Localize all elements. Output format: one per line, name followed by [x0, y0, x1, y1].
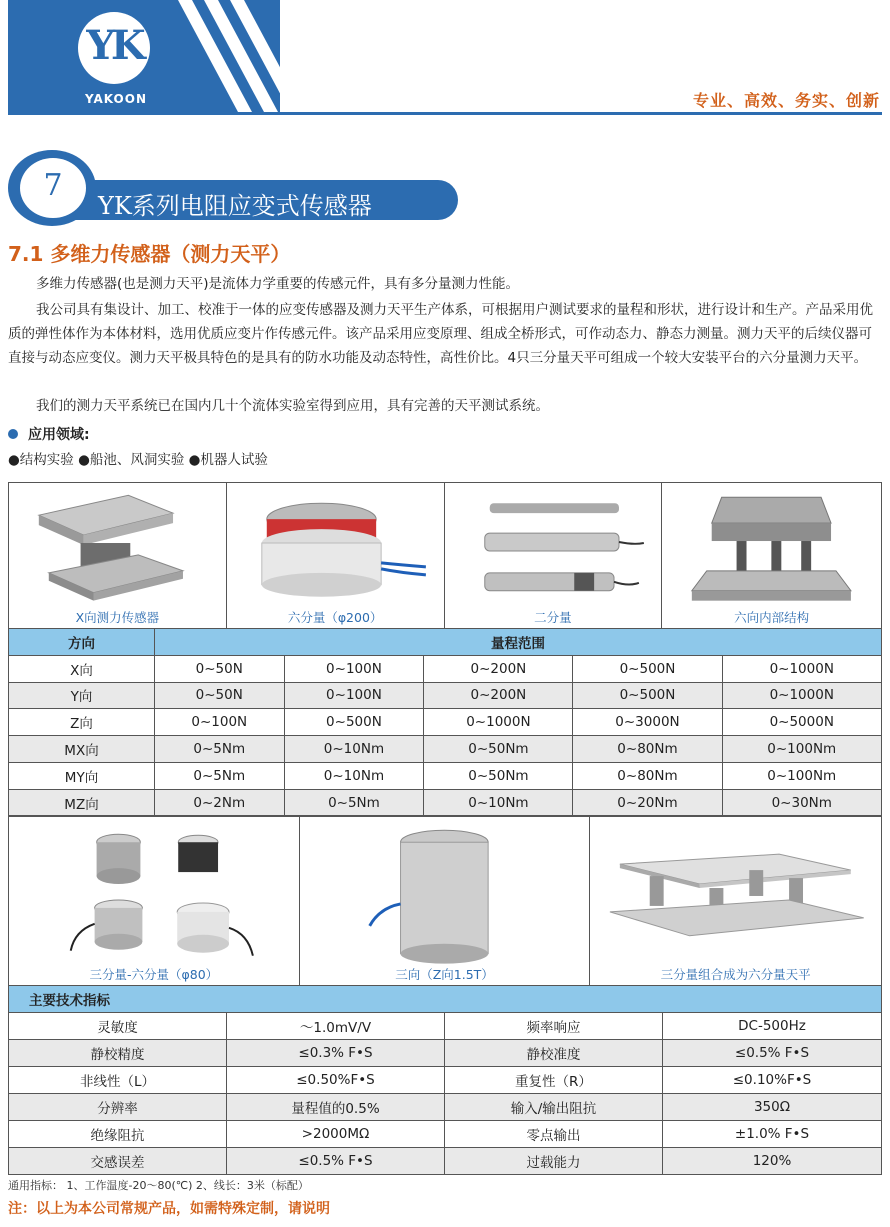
product-image-cell: [444, 483, 662, 629]
range-cell: 0~200N: [424, 682, 573, 709]
six-direction-internal-structure-image: [662, 483, 881, 607]
spec-label: 分辨率: [9, 1094, 227, 1121]
range-cell: 0~20Nm: [573, 789, 722, 816]
table-row: [9, 1067, 882, 1094]
image-caption: X向测力传感器: [75, 610, 160, 625]
spec-label: 过载能力: [445, 1148, 663, 1175]
product-image-cell: [9, 483, 227, 629]
page-header: [0, 0, 890, 116]
spec-value: ≤0.5% F•S: [227, 1148, 445, 1175]
image-caption: 三向（Z向1.5T）: [395, 967, 494, 982]
spec-value: >2000MΩ: [227, 1121, 445, 1148]
range-cell: 0~1000N: [722, 655, 882, 682]
range-cell: 0~10Nm: [424, 789, 573, 816]
range-cell: 0~50N: [155, 655, 285, 682]
x-direction-sensor-image: [9, 483, 226, 607]
spec-value: 120%: [663, 1148, 882, 1175]
table-row: [9, 1013, 882, 1040]
slogan: 专业、高效、务实、创新: [692, 91, 880, 110]
table-row: [9, 655, 882, 682]
table-row: [9, 682, 882, 709]
product-image-cell: [590, 816, 882, 986]
image-caption: 六向内部结构: [734, 610, 810, 625]
range-cell: 0~100Nm: [722, 762, 882, 789]
range-cell: 0~1000N: [722, 682, 882, 709]
range-cell: 0~2Nm: [155, 789, 285, 816]
spec-label: 零点输出: [445, 1121, 663, 1148]
table-row: [9, 1094, 882, 1121]
logo: [8, 0, 280, 112]
spec-value: ≤0.3% F•S: [227, 1040, 445, 1067]
chapter-banner: [8, 150, 458, 230]
product-image-row-bottom: [8, 815, 882, 986]
logo-letters: YK: [86, 22, 142, 69]
table-row: [9, 762, 882, 789]
range-cell: 0~50N: [155, 682, 285, 709]
range-cell: 0~500N: [573, 655, 722, 682]
bullet-icon: [8, 429, 18, 439]
direction-cell: MZ向: [9, 789, 155, 816]
direction-cell: Y向: [9, 682, 155, 709]
table-row: [9, 1040, 882, 1067]
table-row: [9, 1121, 882, 1148]
spec-label: 灵敏度: [9, 1013, 227, 1040]
direction-cell: X向: [9, 655, 155, 682]
image-caption: 三分量组合成为六分量天平: [660, 967, 811, 982]
product-image-cell: [9, 816, 300, 986]
image-caption: 三分量-六分量（φ80）: [89, 967, 219, 982]
table-row: [9, 789, 882, 816]
range-cell: 0~100N: [155, 709, 285, 736]
range-cell: 0~5Nm: [284, 789, 424, 816]
spec-label: 静校精度: [9, 1040, 227, 1067]
header-range: 量程范围: [155, 629, 882, 656]
paragraph-applications: 我们的测力天平系统已在国内几十个流体实验室得到应用，具有完善的天平测试系统。: [36, 398, 549, 414]
range-cell: 0~80Nm: [573, 762, 722, 789]
product-image-cell: [662, 483, 882, 629]
range-cell: 0~100Nm: [722, 736, 882, 763]
range-cell: 0~100N: [284, 682, 424, 709]
spec-label: 绝缘阻抗: [9, 1121, 227, 1148]
section-title: 7.1 多维力传感器（测力天平）: [8, 242, 291, 266]
spec-value: DC-500Hz: [663, 1013, 882, 1040]
spec-header: 主要技术指标: [9, 986, 882, 1013]
spec-label: 频率响应: [445, 1013, 663, 1040]
two-component-sensor-image: [445, 483, 662, 607]
paragraph-description: 我公司具有集设计、加工、校准于一体的应变传感器及测力天平生产体系，可根据用户测试要求的量程和形状，进行设计和生产。产品采用优质的弹性体作为本体材料，选用优质应变片作传感元件。该产品采用应变原理、组成全桥形式，可作动态力、静态力测量。测力天平的后续仪器可直接与动态应变仪。测力天平极具特色的是具有的防水功能及动态特性，高性价比。4只三分量天平可组成一个较大安装平台的六分量测力天平。: [8, 302, 873, 366]
range-table: [8, 628, 882, 817]
image-caption: 六分量（φ200）: [287, 610, 383, 625]
spec-value: 量程值的0.5%: [227, 1094, 445, 1121]
spec-value: ≤0.10%F•S: [663, 1067, 882, 1094]
product-image-cell: [226, 483, 444, 629]
table-row: [9, 1148, 882, 1175]
range-cell: 0~100N: [284, 655, 424, 682]
range-cell: 0~200N: [424, 655, 573, 682]
image-caption: 二分量: [534, 610, 572, 625]
table-row: [9, 736, 882, 763]
chapter-title: YK系列电阻应变式传感器: [98, 192, 372, 220]
range-cell: 0~500N: [573, 682, 722, 709]
application-title: 应用领域:: [28, 427, 90, 443]
logo-stripes: [178, 0, 280, 112]
range-cell: 0~80Nm: [573, 736, 722, 763]
three-direction-sensor-image: [300, 816, 590, 966]
product-image-row-top: [8, 482, 882, 629]
direction-cell: MX向: [9, 736, 155, 763]
spec-value: ≤0.5% F•S: [663, 1040, 882, 1067]
spec-value: 350Ω: [663, 1094, 882, 1121]
header-direction: 方向: [9, 629, 155, 656]
range-cell: 0~5Nm: [155, 736, 285, 763]
range-cell: 0~50Nm: [424, 736, 573, 763]
spec-label: 静校准度: [445, 1040, 663, 1067]
spec-label: 重复性（R）: [445, 1067, 663, 1094]
spec-label: 输入/输出阻抗: [445, 1094, 663, 1121]
spec-value: ～1.0mV/V: [227, 1013, 445, 1040]
platform-balance-image: [590, 816, 881, 966]
range-cell: 0~500N: [284, 709, 424, 736]
application-heading: [8, 424, 90, 444]
logo-text: YAKOON: [84, 92, 148, 106]
range-cell: 0~1000N: [424, 709, 573, 736]
direction-cell: Z向: [9, 709, 155, 736]
range-cell: 0~5000N: [722, 709, 882, 736]
range-cell: 0~10Nm: [284, 736, 424, 763]
range-cell: 0~3000N: [573, 709, 722, 736]
range-cell: 0~10Nm: [284, 762, 424, 789]
six-component-sensor-image: [227, 483, 444, 607]
range-cell: 0~50Nm: [424, 762, 573, 789]
spec-label: 交感误差: [9, 1148, 227, 1175]
range-cell: 0~30Nm: [722, 789, 882, 816]
paragraph-intro: 多维力传感器(也是测力天平)是流体力学重要的传感元件，具有多分量测力性能。: [36, 276, 520, 292]
range-cell: 0~5Nm: [155, 762, 285, 789]
custom-order-note: 注：以上为本公司常规产品，如需特殊定制，请说明: [8, 1201, 330, 1217]
chapter-number: 7: [43, 168, 63, 203]
table-row: [9, 709, 882, 736]
direction-cell: MY向: [9, 762, 155, 789]
product-image-cell: [299, 816, 590, 986]
header-divider: [8, 112, 882, 115]
spec-value: ≤0.50%F•S: [227, 1067, 445, 1094]
three-six-component-sensor-image: [9, 816, 299, 966]
spec-label: 非线性（L）: [9, 1067, 227, 1094]
spec-table: [8, 985, 882, 1175]
application-list: ●结构实验 ●船池、风洞实验 ●机器人试验: [8, 452, 268, 468]
footnote: 通用指标： 1、工作温度-20～80(℃) 2、线长：3米（标配）: [8, 1179, 309, 1192]
spec-value: ±1.0% F•S: [663, 1121, 882, 1148]
